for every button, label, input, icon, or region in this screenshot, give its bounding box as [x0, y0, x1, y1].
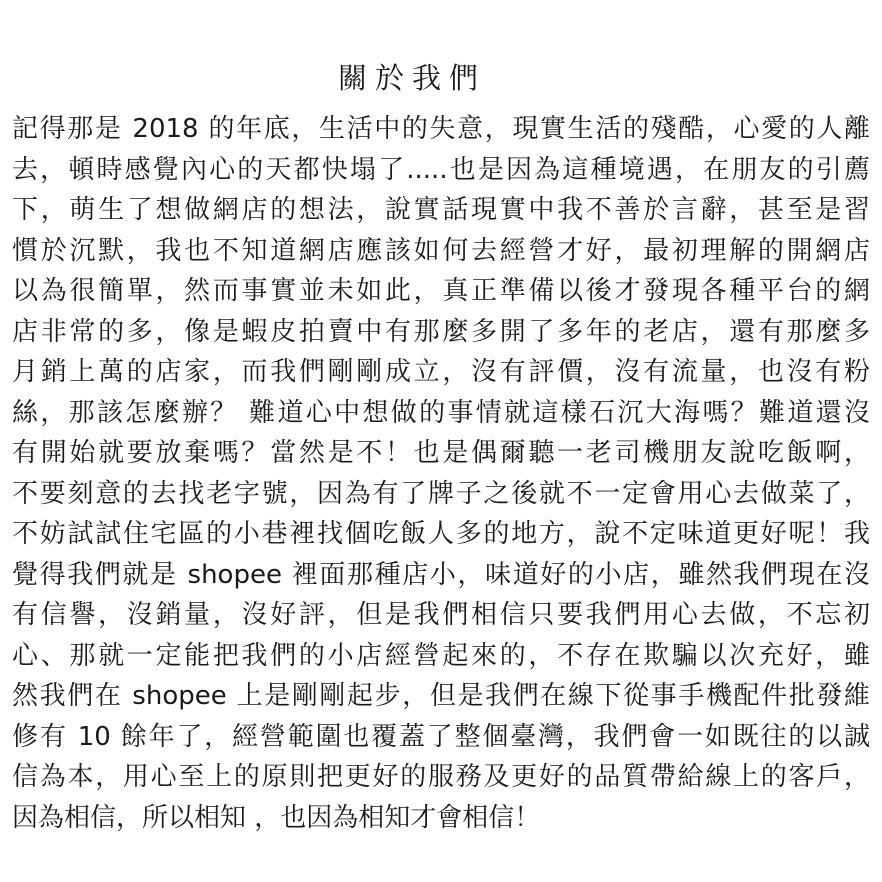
text-line: 覺得我們就是 shopee 裡面那種店小，味道好的小店，雖然我們現在沒: [12, 559, 870, 590]
text-line: 有開始就要放棄嗎？當然是不！也是偶爾聽一老司機朋友說吃飯啊，: [12, 438, 870, 468]
text-line: 記得那是 2018 的年底，生活中的失意，現實生活的殘酷，心愛的人離: [12, 114, 870, 144]
text-line: 下，萌生了想做網店的想法，說實話現實中我不善於言辭，甚至是習: [12, 195, 870, 225]
text-line: 去，頓時感覺內心的天都快塌了.....也是因為這種境遇，在朋友的引薦: [12, 154, 870, 185]
page-title: 關於我們: [337, 61, 486, 95]
text-line: 不要刻意的去找老字號，因為有了牌子之後就不一定會用心去做菜了，: [12, 478, 870, 509]
text-line: 然我們在 shopee 上是剛剛起步，但是我們在線下從事手機配件批發維: [12, 681, 870, 711]
about-us-body-text: [12, 109, 870, 838]
text-line: 月銷上萬的店家，而我們剛剛成立，沒有評價，沒有流量，也沒有粉: [12, 357, 870, 387]
text-line: 心、那就一定能把我們的小店經營起來的，不存在欺騙以次充好，雖: [12, 640, 870, 671]
text-line: 修有 10 餘年了，經營範圍也覆蓋了整個臺灣，我們會一如既往的以誠: [12, 721, 870, 752]
text-line: 以為很簡單，然而事實並未如此，真正準備以後才發現各種平台的網: [12, 276, 870, 306]
text-line: 因為相信，所以相知 ，也因為相知才會相信！: [12, 802, 541, 833]
text-line: 有信譽，沒銷量，沒好評，但是我們相信只要我們用心去做，不忘初: [12, 600, 870, 630]
text-line: 慣於沉默，我也不知道網店應該如何去經營才好，最初理解的開網店: [12, 235, 870, 266]
text-line: 不妨試試住宅區的小巷裡找個吃飯人多的地方，說不定味道更好呢！我: [12, 519, 870, 549]
text-line: 信為本，用心至上的原則把更好的服務及更好的品質帶給線上的客戶，: [12, 762, 870, 792]
text-line: 絲，那該怎麼辦？ 難道心中想做的事情就這樣石沉大海嗎？難道還沒: [12, 397, 870, 428]
text-line: 店非常的多，像是蝦皮拍賣中有那麼多開了多年的老店，還有那麼多: [12, 316, 870, 347]
